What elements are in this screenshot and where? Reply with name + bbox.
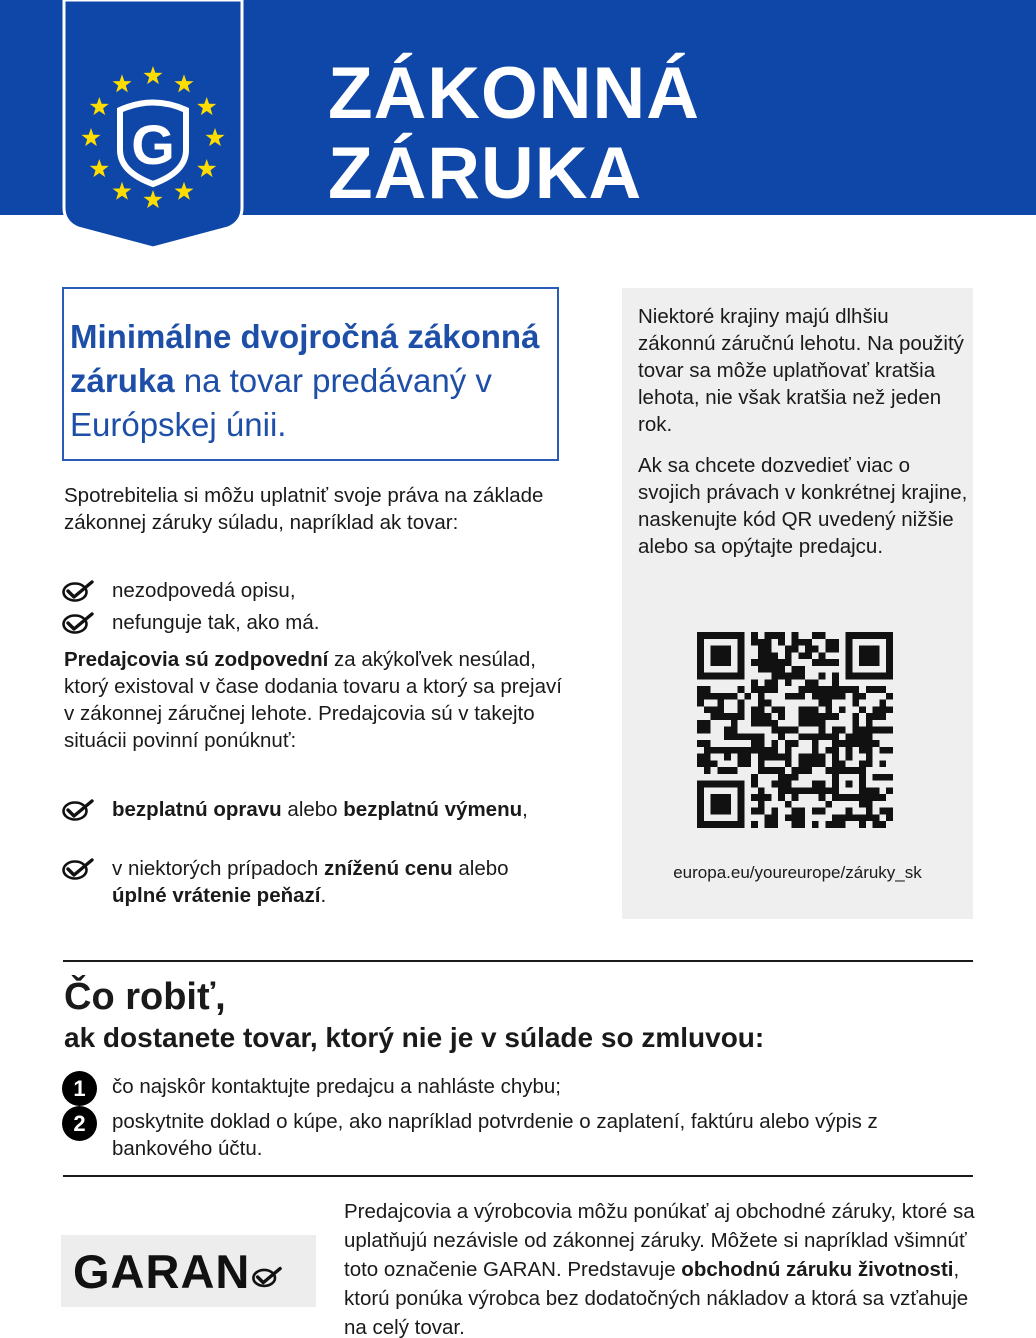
step-number-badge: 2 (62, 1106, 97, 1141)
intro-box (62, 287, 559, 461)
check-icon (252, 1266, 282, 1288)
garan-label (61, 1235, 316, 1307)
eu-guarantee-shield-icon (60, 0, 246, 250)
shield-letter: G (131, 113, 175, 176)
remedy-free-replacement: bezplatnú výmenu (343, 798, 523, 821)
remedy-end: , (522, 798, 528, 821)
rights-intro: Spotrebitelia si môžu uplatniť svoje práva na základe zákonnej záruky súladu, napríklad ak tovar: (64, 484, 544, 534)
remedy-free-repair: bezplatnú opravu (112, 798, 282, 821)
side-paragraph-2: Ak sa chcete dozvedieť viac o svojich právach v konkrétnej krajine, naskenujte kód QR uvedený nižšie alebo sa opýtajte predajcu. (638, 454, 968, 558)
info-link[interactable]: europa.eu/youreurope/záruky_sk (673, 863, 922, 882)
side-text (638, 303, 968, 560)
section-heading: Čo robiť, (64, 976, 226, 1018)
step-text: čo najskôr kontaktujte predajcu a nahláste chybu; (112, 1075, 561, 1098)
remedy-prefix: v niektorých prípadoch (112, 857, 324, 880)
remedy-end: . (320, 884, 327, 907)
list-item (62, 1071, 962, 1106)
check-icon (62, 855, 112, 909)
list-item-text (112, 855, 542, 909)
step-number-badge: 1 (62, 1071, 97, 1106)
check-icon (62, 577, 112, 609)
check-icon (62, 796, 112, 828)
list-item (62, 796, 542, 828)
section-subheading: ak dostanete tovar, ktorý nie je v súlade so zmluvou: (64, 1022, 765, 1053)
list-item-text: nezodpovedá opisu, (112, 579, 296, 602)
responsibility-bold: Predajcovia sú zodpovední (64, 648, 329, 671)
responsibility-rest: za akýkoľvek nesúlad, ktorý existoval v čase dodania tovaru a ktorý sa prejaví v zákonnej záručnej lehote. Predajcovia sú v takejto situácii povinní ponúknuť: (64, 648, 562, 752)
title-line-1: ZÁKONNÁ (328, 53, 700, 134)
commercial-text-pre: Predajcovia a výrobcovia môžu ponúkať aj obchodné záruky, ktoré sa uplatňujú nezávisle od zákonnej záruky. Môžete si napríklad všimnúť toto označenie GARAN. Predstavuje (344, 1200, 975, 1281)
list-item-text (112, 796, 542, 828)
list-item (62, 1106, 962, 1162)
step-text: poskytnite doklad o kúpe, ako napríklad potvrdenie o zaplatení, faktúru alebo výpis z bankového účtu. (112, 1110, 878, 1160)
remedy-connector: alebo (281, 798, 344, 821)
remedy-price-reduction: zníženú cenu (323, 857, 453, 880)
intro-bold: Minimálne dvojročná zákonná záruka (70, 318, 540, 399)
page-title (328, 54, 700, 214)
intro-rest: na tovar predávaný v Európskej únii. (70, 362, 492, 443)
remedy-connector: alebo (452, 857, 509, 880)
commercial-text-post: , ktorú ponúka výrobca bez dodatočných nákladov a ktorá sa vzťahuje na celý tovar. (344, 1258, 969, 1338)
list-item (62, 577, 542, 609)
title-line-2: ZÁRUKA (328, 133, 643, 214)
list-item (62, 855, 542, 909)
commercial-guarantee-text (344, 1197, 984, 1338)
commercial-text-bold: obchodnú záruku životnosti (681, 1258, 954, 1281)
list-item (62, 609, 542, 641)
remedy-full-refund: úplné vrátenie peňazí (112, 884, 321, 907)
intro-text (70, 315, 557, 447)
list-item-text: nefunguje tak, ako má. (112, 611, 320, 634)
divider (63, 1175, 973, 1177)
qr-code-icon[interactable] (697, 632, 893, 828)
side-paragraph-1: Niektoré krajiny majú dlhšiu zákonnú záručnú lehotu. Na použitý tovar sa môže uplatňovať kratšia lehota, nie však kratšia než jeden rok. (638, 305, 964, 436)
responsibility-text (64, 646, 564, 754)
divider (63, 960, 973, 962)
check-icon (62, 609, 112, 641)
garan-text: GARAN (73, 1244, 251, 1298)
info-side-panel (622, 288, 973, 919)
